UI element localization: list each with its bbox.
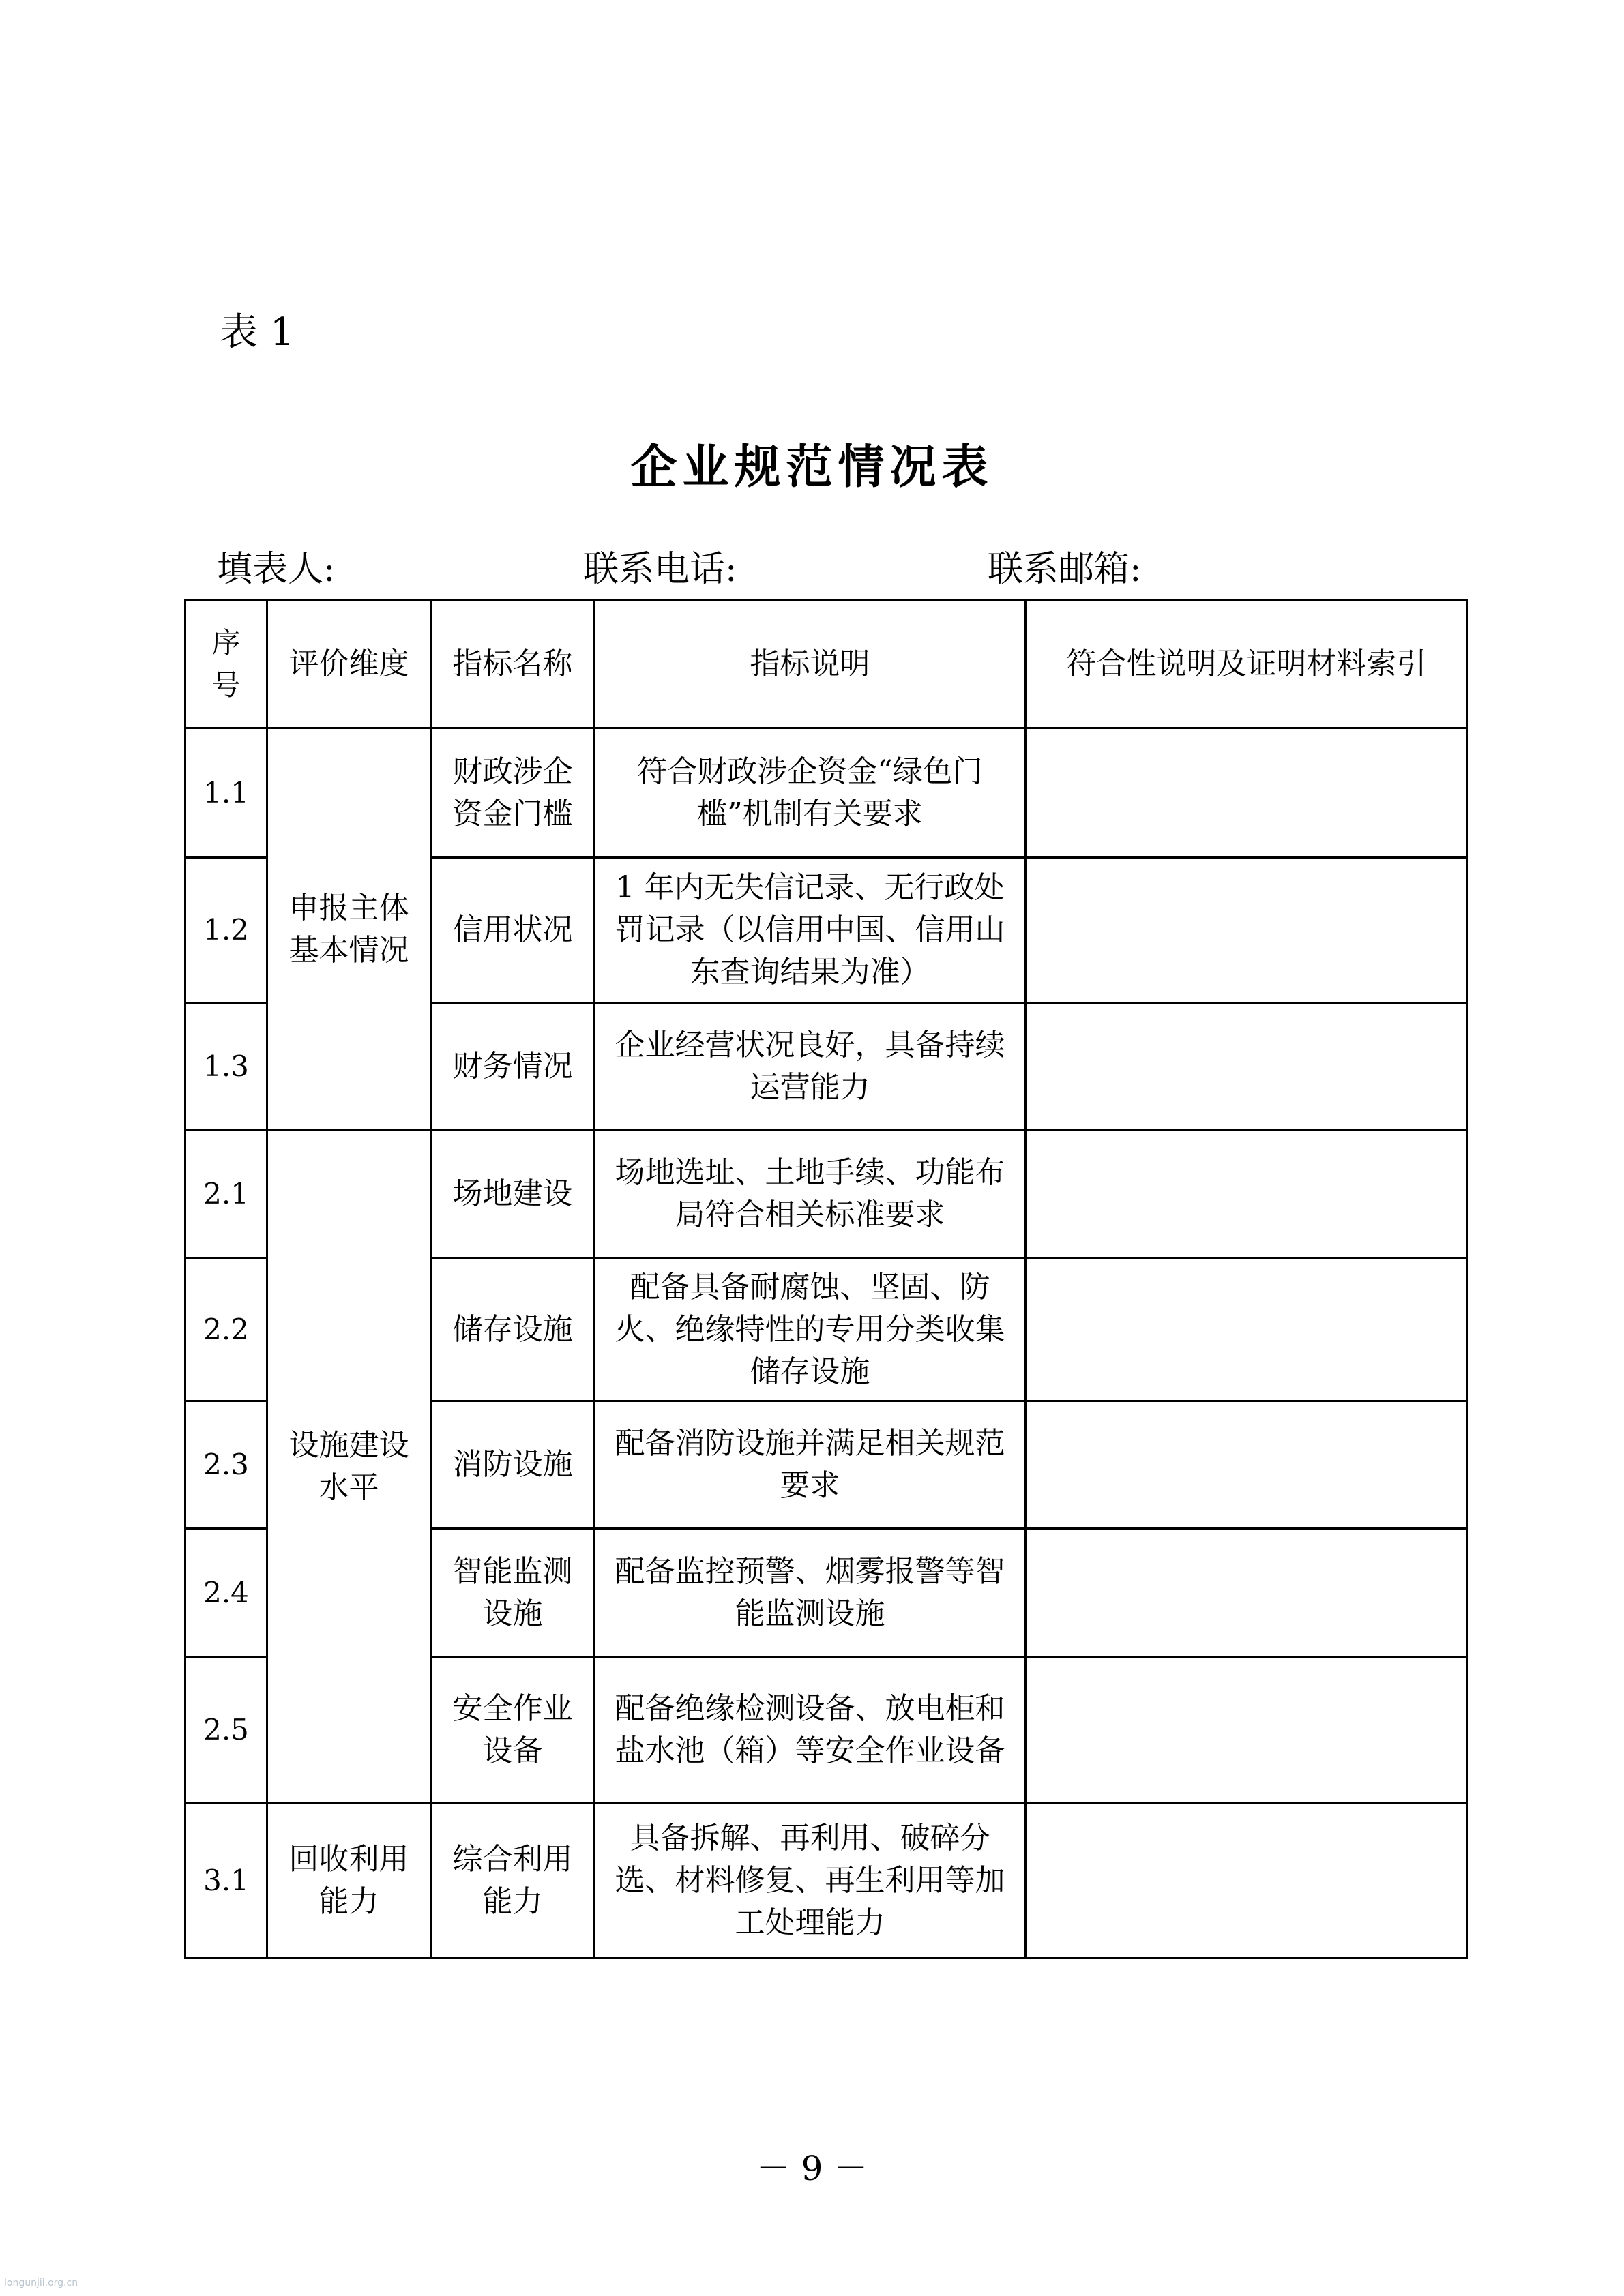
indicator-cell: 消防设施: [431, 1401, 595, 1529]
seq-cell: 1.2: [186, 858, 267, 1003]
seq-cell: 2.4: [186, 1529, 267, 1657]
compliance-cell[interactable]: [1026, 1804, 1468, 1958]
table-row: [186, 728, 1468, 858]
document-title: 企业规范情况表: [630, 440, 994, 494]
header-seq: 序号: [186, 600, 267, 728]
indicator-cell: 储存设施: [431, 1258, 595, 1401]
description-cell: 配备消防设施并满足相关规范要求: [595, 1401, 1026, 1529]
description-cell: 配备具备耐腐蚀、坚固、防火、绝缘特性的专用分类收集储存设施: [595, 1258, 1026, 1401]
filler-field-label: 填表人:: [217, 549, 336, 590]
indicator-cell: 安全作业设备: [431, 1657, 595, 1804]
table-row: [186, 1131, 1468, 1258]
description-cell: 配备监控预警、烟雾报警等智能监测设施: [595, 1529, 1026, 1657]
seq-cell: 2.3: [186, 1401, 267, 1529]
indicator-cell: 智能监测设施: [431, 1529, 595, 1657]
description-cell: 配备绝缘检测设备、放电柜和盐水池（箱）等安全作业设备: [595, 1657, 1026, 1804]
seq-cell: 2.2: [186, 1258, 267, 1401]
indicator-cell: 财务情况: [431, 1003, 595, 1131]
header-indicator: 指标名称: [431, 600, 595, 728]
page-number: － 9 －: [756, 2149, 868, 2188]
seq-cell: 2.1: [186, 1131, 267, 1258]
email-field-label: 联系邮箱:: [988, 549, 1142, 590]
dimension-cell: 申报主体基本情况: [267, 728, 431, 1131]
seq-cell: 1.3: [186, 1003, 267, 1131]
header-dimension: 评价维度: [267, 600, 431, 728]
watermark: longunjii.org.cn: [4, 2278, 78, 2288]
compliance-cell[interactable]: [1026, 1529, 1468, 1657]
header-description: 指标说明: [595, 600, 1026, 728]
compliance-cell[interactable]: [1026, 1657, 1468, 1804]
compliance-cell[interactable]: [1026, 1258, 1468, 1401]
table-header-row: [186, 600, 1468, 728]
description-cell: 企业经营状况良好，具备持续运营能力: [595, 1003, 1026, 1131]
indicator-cell: 信用状况: [431, 858, 595, 1003]
seq-cell: 1.1: [186, 728, 267, 858]
compliance-cell[interactable]: [1026, 728, 1468, 858]
compliance-cell[interactable]: [1026, 1131, 1468, 1258]
description-cell: 符合财政涉企资金“绿色门槛”机制有关要求: [595, 728, 1026, 858]
description-cell: 1 年内无失信记录、无行政处罚记录（以信用中国、信用山东查询结果为准）: [595, 858, 1026, 1003]
seq-cell: 3.1: [186, 1804, 267, 1958]
indicator-cell: 财政涉企资金门槛: [431, 728, 595, 858]
enterprise-norm-table: [184, 599, 1468, 1959]
compliance-cell[interactable]: [1026, 1401, 1468, 1529]
indicator-cell: 综合利用能力: [431, 1804, 595, 1958]
compliance-cell[interactable]: [1026, 858, 1468, 1003]
indicator-cell: 场地建设: [431, 1131, 595, 1258]
phone-field-label: 联系电话:: [583, 549, 737, 590]
description-cell: 具备拆解、再利用、破碎分选、材料修复、再生利用等加工处理能力: [595, 1804, 1026, 1958]
dimension-cell: 回收利用能力: [267, 1804, 431, 1958]
table-row: [186, 1804, 1468, 1958]
compliance-cell[interactable]: [1026, 1003, 1468, 1131]
table-number-label: 表 1: [220, 310, 295, 355]
description-cell: 场地选址、土地手续、功能布局符合相关标准要求: [595, 1131, 1026, 1258]
seq-cell: 2.5: [186, 1657, 267, 1804]
header-compliance: 符合性说明及证明材料索引: [1026, 600, 1468, 728]
dimension-cell: 设施建设水平: [267, 1131, 431, 1804]
